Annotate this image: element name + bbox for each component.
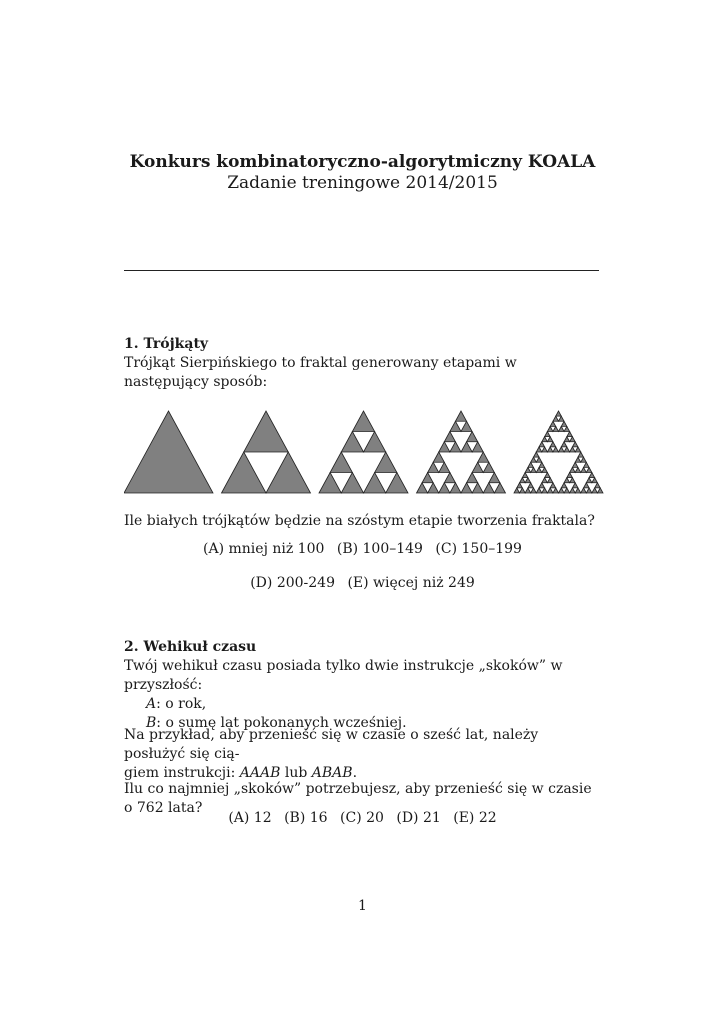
answer-a: (A) 12 xyxy=(228,810,272,826)
option-a-label: A xyxy=(146,696,157,712)
section-2-example xyxy=(124,726,599,783)
example-mid: lub xyxy=(280,765,312,781)
answer-e: (E) 22 xyxy=(453,810,497,826)
horizontal-rule xyxy=(124,270,599,271)
document-title xyxy=(0,152,725,194)
section-1-heading: 1. Trójkąty xyxy=(124,336,209,352)
section-1-answers-row-1 xyxy=(0,541,725,557)
section-2-line-1: Twój wehikuł czasu posiada tylko dwie instrukcje „skoków” w przyszłość: xyxy=(124,658,563,693)
answer-d: (D) 200-249 xyxy=(250,575,335,591)
section-2-question: Ilu co najmniej „skoków” potrzebujesz, aby przenieść się w czasie o 762 lata? xyxy=(124,781,592,816)
section-2-answers xyxy=(0,810,725,826)
answer-a: (A) mniej niż 100 xyxy=(203,541,325,557)
stage-1-triangle xyxy=(124,411,213,493)
title-line-1: Konkurs kombinatoryczno-algorytmiczny KOALA xyxy=(129,152,596,172)
section-2-body xyxy=(124,657,599,733)
sierpinski-figure xyxy=(124,408,614,496)
page-number: 1 xyxy=(358,898,367,914)
example-line-1: Na przykład, aby przenieść się w czasie o sześć lat, należy posłużyć się cią- xyxy=(124,727,539,762)
answer-b: (B) 100–149 xyxy=(336,541,423,557)
example-end: . xyxy=(352,765,358,781)
option-a-text: : o rok, xyxy=(156,696,207,712)
answer-c: (C) 150–199 xyxy=(435,541,522,557)
example-seq-2: ABAB xyxy=(311,765,353,781)
section-2-heading: 2. Wehikuł czasu xyxy=(124,639,257,655)
example-seq-1: AAAB xyxy=(239,765,281,781)
example-start: giem instrukcji: xyxy=(124,765,240,781)
answer-e: (E) więcej niż 249 xyxy=(347,575,475,591)
option-a-line xyxy=(124,695,599,714)
option-b-text: : o sumę lat pokonanych wcześniej. xyxy=(156,715,407,731)
section-1-answers-row-2 xyxy=(0,575,725,591)
answer-d: (D) 21 xyxy=(396,810,441,826)
answer-c: (C) 20 xyxy=(340,810,384,826)
section-1-question: Ile białych trójkątów będzie na szóstym etapie tworzenia fraktala? xyxy=(124,513,595,529)
section-1-intro: Trójkąt Sierpińskiego to fraktal generowany etapami w następujący sposób: xyxy=(124,355,517,390)
option-b-label: B xyxy=(146,715,157,731)
title-line-2: Zadanie treningowe 2014/2015 xyxy=(227,173,498,193)
answer-b: (B) 16 xyxy=(284,810,328,826)
